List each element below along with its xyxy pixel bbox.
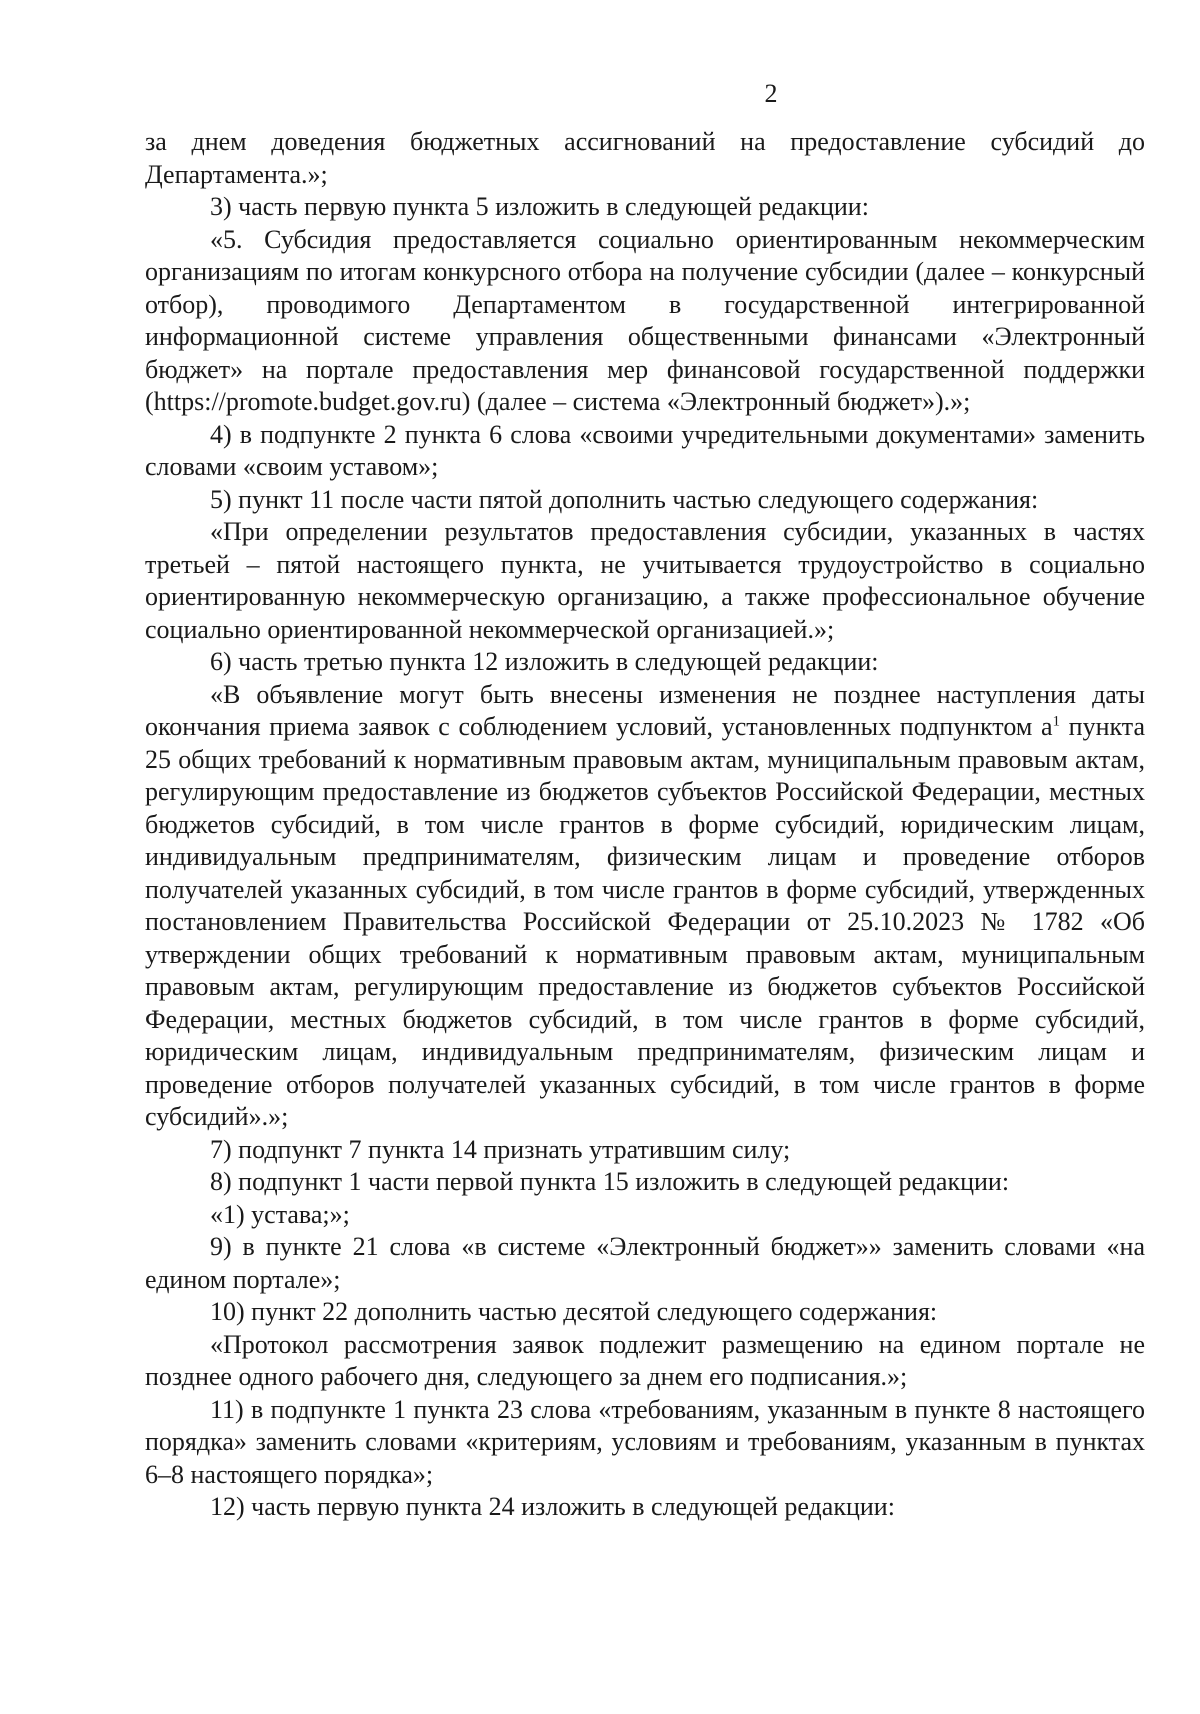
- paragraph-item-9: 9) в пункте 21 слова «в системе «Электронный бюджет»» заменить словами «на едином портале»;: [145, 1232, 1145, 1294]
- paragraph-item-7: 7) подпункт 7 пункта 14 признать утратившим силу;: [210, 1134, 791, 1164]
- paragraph-item-11: 11) в подпункте 1 пункта 23 слова «требованиям, указанным в пункте 8 настоящего порядка» заменить словами «критериям, условиям и требованиям, указанным в пунктах 6–8 настоящего порядка»;: [145, 1394, 1145, 1489]
- paragraph-item-3: 3) часть первую пункта 5 изложить в следующей редакции:: [210, 192, 869, 221]
- paragraph-item-6-quote: [145, 679, 1145, 1134]
- paragraph-item-4: 4) в подпункте 2 пункта 6 слова «своими учредительными документами» заменить словами «своим уставом»;: [145, 419, 1145, 481]
- paragraph-item-3-quote: «5. Субсидия предоставляется социально ориентированным некоммерческим организациям по итогам конкурсного отбора на получение субсидии (далее – конкурсный отбор), проводимого Департаментом в государственной интегрированной информационной системе управления общественными финансами «Электронный бюджет» на портале предоставления мер финансовой государственной поддержки (https://promote.budget.gov.ru) (далее – система «Электронный бюджет»).»;: [145, 224, 1145, 416]
- page-number: 2: [764, 79, 778, 108]
- paragraph-item-6: 6) часть третью пункта 12 изложить в следующей редакции:: [210, 647, 879, 676]
- paragraph-item-5-quote: «При определении результатов предоставления субсидии, указанных в частях третьей – пятой настоящего пункта, не учитывается трудоустройство в социально ориентированную некоммерческую организацию, а также профессиональное обучение социально ориентированной некоммерческой организацией.»;: [145, 517, 1145, 644]
- paragraph-continuation: за днем доведения бюджетных ассигнований на предоставление субсидий до Департамента.»;: [145, 127, 1145, 189]
- paragraph-item-10-quote: «Протокол рассмотрения заявок подлежит размещению на едином портале не позднее одного рабочего дня, следующего за днем его подписания.»;: [145, 1329, 1145, 1391]
- superscript-marker: 1: [1052, 713, 1060, 730]
- paragraph-item-5: 5) пункт 11 после части пятой дополнить частью следующего содержания:: [210, 484, 1039, 514]
- quote-text-part-1: «В объявление могут быть внесены изменения не позднее наступления даты окончания приема заявок с соблюдением условий, установленных подпунктом а: [145, 679, 1145, 741]
- quote-text-part-2: пункта 25 общих требований к нормативным правовым актам, муниципальным правовым актам, регулирующим предоставление из бюджетов субъектов Российской Федерации, местных бюджетов субсидий, в том числе грантов в форме субсидий, юридическим лицам, индивидуальным предпринимателям, физическим лицам и проведение отборов получателей указанных субсидий, в том числе грантов в форме субсидий, утвержденных постановлением Правительства Российской Федерации от 25.10.2023 № 1782 «Об утверждении общих требований к нормативным правовым актам, муниципальным правовым актам, регулирующим предоставление из бюджетов субъектов Российской Федерации, местных бюджетов субсидий, в том числе грантов в форме субсидий, юридическим лицам, индивидуальным предпринимателям, физическим лицам и проведение отборов получателей указанных субсидий, в том числе грантов в форме субсидий».»;: [145, 712, 1145, 1131]
- document-page: [145, 78, 1145, 1524]
- paragraph-item-8: 8) подпункт 1 части первой пункта 15 изложить в следующей редакции:: [210, 1167, 1010, 1196]
- paragraph-item-8-quote: «1) устава;»;: [210, 1199, 350, 1229]
- paragraph-item-10: 10) пункт 22 дополнить частью десятой следующего содержания:: [210, 1297, 938, 1326]
- paragraph-item-12: 12) часть первую пункта 24 изложить в следующей редакции:: [210, 1492, 895, 1521]
